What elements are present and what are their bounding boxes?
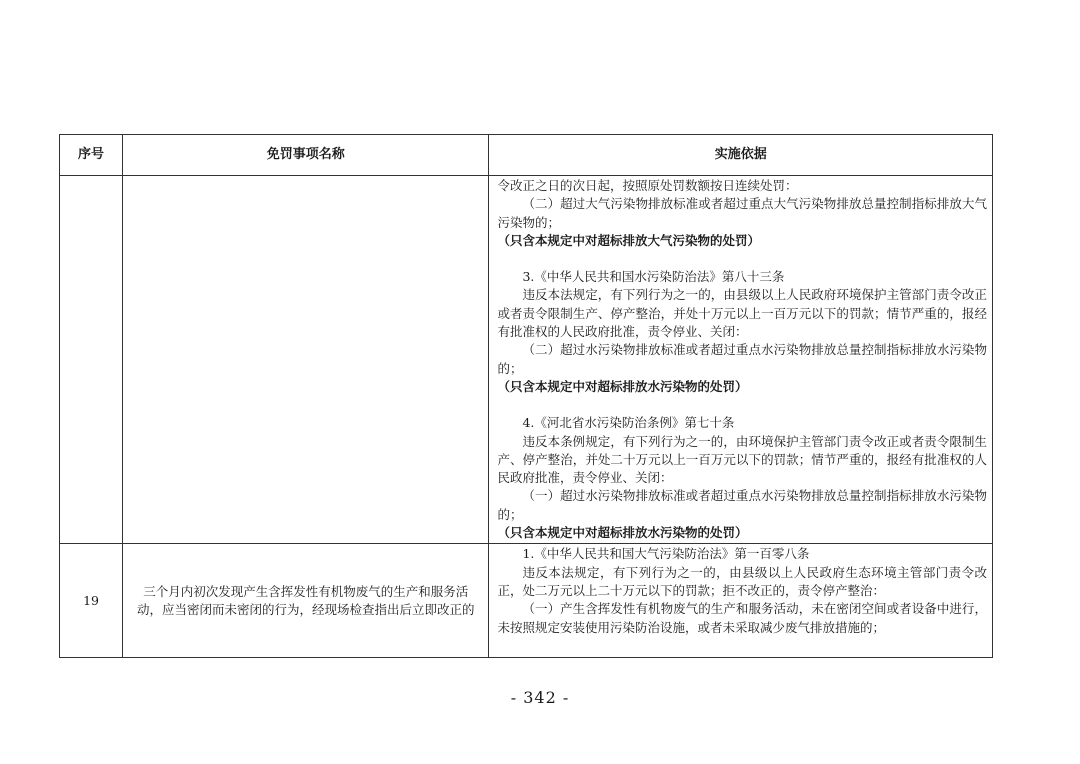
- table-header-row: [60, 135, 993, 176]
- row-basis: [489, 176, 993, 544]
- row-basis: [489, 544, 993, 658]
- basis-law-title: 3.《中华人民共和国水污染防治法》第八十三条: [522, 269, 785, 285]
- basis-scope-note: （只含本规定中对超标排放水污染物的处罚）: [497, 378, 748, 394]
- basis-scope-note: （只含本规定中对超标排放大气污染物的处罚）: [497, 232, 760, 248]
- basis-paragraph: 违反本条例规定，有下列行为之一的，由环境保护主管部门责令改正或者责令限制生产、停产整治，并处二十万元以上一百万元以下的罚款；情节严重的，报经有批准权的人民政府批准，责令停业、关闭：: [497, 433, 987, 486]
- basis-paragraph: 令改正之日的次日起，按照原处罚数额按日连续处罚：: [497, 178, 798, 193]
- basis-paragraph: 违反本法规定，有下列行为之一的，由县级以上人民政府环境保护主管部门责令改正或者责令限制生产、停产整治，并处十万元以上一百万元以下的罚款；情节严重的，报经有批准权的人民政府批准，责令停业、关闭：: [497, 287, 987, 340]
- basis-scope-note: （只含本规定中对超标排放水污染物的处罚）: [497, 525, 748, 541]
- basis-law-title: 1.《中华人民共和国大气污染防治法》第一百零八条: [522, 546, 810, 562]
- row-seq: 19: [60, 544, 123, 658]
- page-number: - 342 -: [510, 688, 570, 707]
- row-item-name: 三个月内初次发现产生含挥发性有机物废气的生产和服务活动，应当密闭而未密闭的行为，经现场检查指出后立即改正的: [123, 544, 489, 658]
- table-row: [60, 544, 993, 658]
- basis-clause: （一）产生含挥发性有机物废气的生产和服务活动，未在密闭空间或者设备中进行，未按照规定安装使用污染防治设施，或者未采取减少废气排放措施的；: [497, 601, 987, 635]
- row-item-name: [123, 176, 489, 544]
- table-row: [60, 176, 993, 544]
- basis-clause: （一）超过水污染物排放标准或者超过重点水污染物排放总量控制指标排放水污染物的；: [497, 488, 987, 522]
- penalty-exemption-table: [59, 134, 993, 658]
- basis-paragraph: 违反本法规定，有下列行为之一的，由县级以上人民政府生态环境主管部门责令改正，处二万元以上二十万元以下的罚款；拒不改正的，责令停产整治：: [497, 564, 987, 598]
- header-name: 免罚事项名称: [123, 135, 489, 176]
- basis-clause: （二）超过水污染物排放标准或者超过重点水污染物排放总量控制指标排放水污染物的；: [497, 342, 987, 376]
- basis-law-title: 4.《河北省水污染防治条例》第七十条: [522, 415, 735, 431]
- basis-clause: （二）超过大气污染物排放标准或者超过重点大气污染物排放总量控制指标排放大气污染物的；: [497, 196, 987, 230]
- row-seq: [60, 176, 123, 544]
- header-basis: 实施依据: [489, 135, 993, 176]
- header-seq: 序号: [60, 135, 123, 176]
